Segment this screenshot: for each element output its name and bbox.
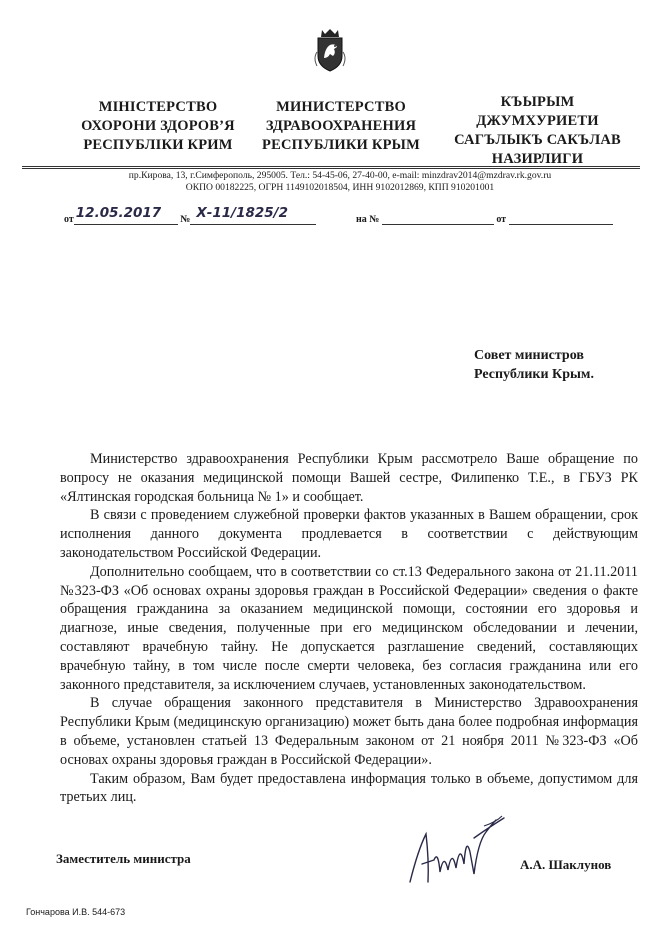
reply-number-label: на №: [356, 214, 380, 225]
header-crimean-tatar-line: САГЪЛЫКЪ САКЪЛАВ: [454, 132, 621, 148]
header-divider: [22, 168, 640, 169]
crimea-coat-of-arms-icon: [313, 28, 347, 72]
body-paragraph: Таким образом, Вам будет предоставлена информация только в объеме, допустимом для третьих лиц.: [60, 770, 638, 806]
body-paragraph: Дополнительно сообщаем, что в соответствии со ст.13 Федерального закона от 21.11.2011 №323-ФЗ «Об основах охраны здоровья граждан в Российской Федерации» сведения о факте обращения гражданина за оказанием медицинской помощи, состоянии его здоровья и диагнозе, иные сведения, полученные при его медицинском обследовании и лечении, составляют врачебную тайну. Не допускается разглашение сведений, составляющих врачебную тайну, в том числе после смерти человека, без согласия гражданина или его законного представителя, за исключением случаев, установленных законодательством.: [60, 563, 638, 693]
handwritten-signature: [404, 812, 514, 892]
date-handwritten: 12.05.2017: [75, 205, 162, 221]
executor-note: Гончарова И.В. 544-673: [26, 907, 126, 917]
header-ukrainian-line: МІНІСТЕРСТВО: [98, 99, 218, 115]
reply-date-field: [509, 213, 613, 225]
header-ukrainian-line: ОХОРОНИ ЗДОРОВ’Я: [81, 118, 235, 134]
recipient-block: [474, 346, 594, 384]
recipient-line: Республики Крым.: [474, 367, 594, 382]
body-paragraph: В связи с проведением служебной проверки фактов указанных в Вашем обращении, срок исполнения данного документа продлевается в соответствии с действующим законодательством Российской Федерации.: [60, 507, 638, 561]
header-crimean-tatar-line: НАЗИРЛИГИ: [491, 151, 584, 167]
header-crimean-tatar-line: КЪЫРЫМ: [500, 94, 575, 110]
header-divider: [22, 166, 640, 167]
header-russian-line: ЗДРАВООХРАНЕНИЯ: [265, 118, 417, 134]
header-russian-line: МИНИСТЕРСТВО: [276, 99, 406, 115]
reply-from-label: от: [496, 214, 507, 225]
header-crimean-tatar: [430, 93, 645, 169]
signatory-name: А.А. Шаклунов: [520, 857, 612, 872]
address-line: ОКПО 00182225, ОГРН 1149102018504, ИНН 9102012869, КПП 910201001: [185, 182, 495, 193]
number-handwritten: Х-11/1825/2: [196, 205, 288, 221]
number-label: №: [180, 214, 191, 225]
letter-body: [60, 450, 638, 807]
address-line: пр.Кирова, 13, г.Симферополь, 295005. Тел.: 54-45-06, 27-40-00, e-mail: minzdrav2014@mzdrav.rk.gov.ru: [128, 170, 552, 181]
header-russian: [246, 98, 436, 155]
reply-number-field: [382, 213, 494, 225]
header-crimean-tatar-line: ДЖУМХУРИЕТИ: [476, 113, 599, 129]
header-ukrainian: [58, 98, 258, 155]
header-russian-line: РЕСПУБЛИКИ КРЫМ: [262, 137, 420, 153]
body-paragraph: В случае обращения законного представителя в Министерство Здравоохранения Республики Крым (медицинскую организацию) может быть дана более подробная информация в объеме, установлен статьей 13 Федеральным законом от 21 ноября 2011 №323-ФЗ «Об основах охраны здоровья граждан в Российской Федерации».: [60, 695, 638, 768]
from-label: от: [64, 214, 74, 225]
signatory-title: Заместитель министра: [56, 851, 191, 866]
address-block: [40, 170, 640, 194]
incoming-reference: [356, 213, 613, 225]
recipient-line: Совет министров: [474, 348, 584, 363]
outgoing-reference: [64, 205, 316, 225]
header-ukrainian-line: РЕСПУБЛІКИ КРИМ: [83, 137, 233, 153]
body-paragraph: Министерство здравоохранения Республики Крым рассмотрело Ваше обращение по вопросу не оказания медицинской помощи Вашей сестре, Филипенко Т.Е., в ГБУЗ РК «Ялтинская городская больница № 1» и сообщает.: [60, 451, 638, 505]
number-field: [190, 205, 316, 225]
date-field: [74, 205, 178, 225]
